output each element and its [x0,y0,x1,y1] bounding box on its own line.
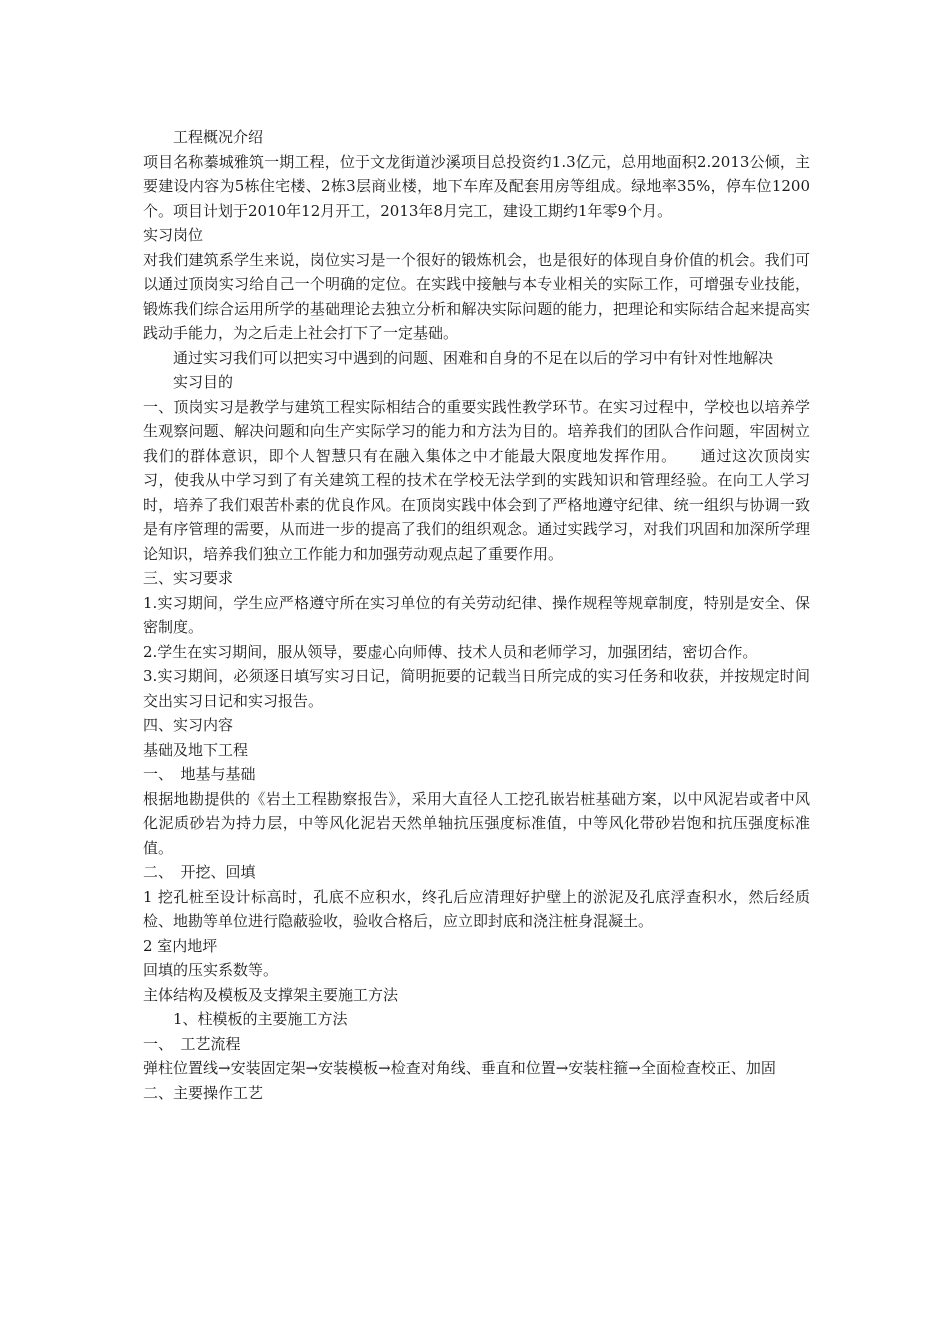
heading-internship-position: 实习岗位 [143,226,204,244]
document-page [143,125,810,1105]
heading-project-overview: 工程概况介绍 [173,128,264,146]
heading-excavation: 二、 开挖、回填 [143,863,256,881]
heading-main-structure: 主体结构及模板及支撑架主要施工方法 [143,985,399,1004]
heading-process-flow: 一、 工艺流程 [143,1034,241,1053]
paragraph-foundation: 根据地勘提供的《岩土工程勘察报告》，采用大直径人工挖孔嵌岩桩基础方案，以中风泥岩或者中风化泥质砂岩为持力层，中等风化泥岩天然单轴抗压强度标准值，中等风化带砂岩饱和抗压强度标准值。 [143,789,810,857]
paragraph-project-info: 项目名称蓁城雅筑一期工程，位于文龙街道沙溪项目总投资约1.3亿元，总用地面积2.2013公倾，主要建设内容为5栋住宅楼、2栋3层商业楼，地下车库及配套用房等组成。绿地率35%，停车位1200个。项目计划于2010年12月开工，2013年8月完工，建设工期约1年零9个月。 [143,152,810,220]
heading-internship-purpose: 实习目的 [173,373,234,391]
heading-foundation: 一、 地基与基础 [143,765,256,783]
heading-main-operation: 二、主要操作工艺 [143,1083,264,1102]
requirement-item-2: 2.学生在实习期间，服从领导，要虚心向师傅、技术人员和老师学习，加强团结，密切合作。 [143,642,758,661]
paragraph-excavation: 1 挖孔桩至设计标高时，孔底不应积水，终孔后应清理好护壁上的淤泥及孔底浮查积水，然后经质检、地勘等单位进行隐蔽验收，验收合格后，应立即封底和浇注桩身混凝土。 [143,887,810,930]
requirement-item-1: 1.实习期间，学生应严格遵守所在实习单位的有关劳动纪律、操作规程等规章制度，特别是安全、保密制度。 [143,593,810,636]
requirement-item-3: 3.实习期间，必须逐日填写实习日记，简明扼要的记载当日所完成的实习任务和收获，并按规定时间交出实习日记和实习报告。 [143,667,810,710]
paragraph-process-flow: 弹柱位置线→安装固定架→安装模板→检查对角线、垂直和位置→安装柱箍→全面检查校正、加固 [143,1059,776,1077]
paragraph-purpose: 一、顶岗实习是教学与建筑工程实际相结合的重要实践性教学环节。在实习过程中，学校也以培养学生观察问题、解决问题和向生产实际学习的能力和方法为目的。培养我们的团队合作问题，牢固树立我们的群体意识，即个人智慧只有在融入集体之中才能最大限度地发挥作用。 通过这次顶岗实习，使我从中学习到了有关建筑工程的技术在学校无法学到的实践知识和管理经验。在向工人学习时，培养了我们艰苦朴素的优良作风。在顶岗实践中体会到了严格地遵守纪律、统一组织与协调一致是有序管理的需要，从而进一步的提高了我们的组织观念。通过实践学习，对我们巩固和加深所学理论知识，培养我们独立工作能力和加强劳动观点起了重要作用。 [143,397,810,563]
heading-foundation-works: 基础及地下工程 [143,740,249,759]
paragraph-backfill: 回填的压实系数等。 [143,961,279,979]
paragraph-position-description: 对我们建筑系学生来说，岗位实习是一个很好的锻炼机会，也是很好的体现自身价值的机会。我们可以通过顶岗实习给自己一个明确的定位。在实践中接触与本专业相关的实际工作，可增强专业技能，锻炼我们综合运用所学的基础理论去独立分析和解决实际问题的能力，把理论和实际结合起来提高实践动手能力，为之后走上社会打下了一定基础。 [143,250,810,342]
paragraph-problem-solving: 通过实习我们可以把实习中遇到的问题、困难和自身的不足在以后的学习中有针对性地解决 [173,348,774,367]
heading-internship-requirements: 三、实习要求 [143,569,234,587]
heading-indoor-floor: 2 室内地坪 [143,936,218,955]
heading-internship-content: 四、实习内容 [143,716,234,734]
heading-column-formwork: 1、柱模板的主要施工方法 [173,1010,348,1028]
